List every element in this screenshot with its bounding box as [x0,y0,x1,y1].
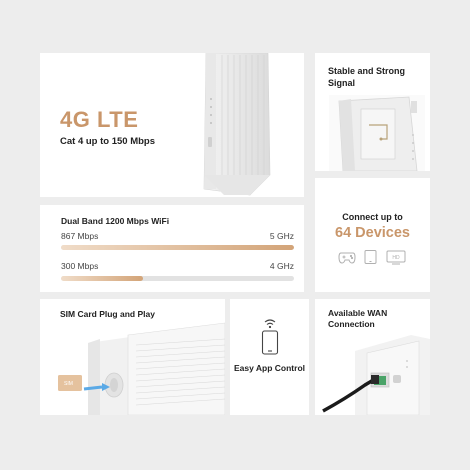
tablet-icon [365,251,376,264]
band-bar [61,276,294,281]
band-bar-fill [61,245,294,250]
tv-label: HD [392,255,400,261]
band-bar-fill [61,276,143,281]
sim-title: SIM Card Plug and Play [60,309,155,319]
devices-card [315,178,430,292]
wan-card [315,299,430,415]
band-speed: 300 Mbps [61,261,99,271]
devices-count: 64 Devices [335,225,410,241]
signal-title: Stable and Strong Signal [328,66,406,88]
device-icons [338,249,408,265]
wan-title: Available WAN Connection [328,308,388,329]
lte-title: 4G LTE [60,107,139,132]
app-title: Easy App Control [234,363,305,373]
band-frequency: 4 GHz [269,261,294,271]
devices-title: Connect up to [342,212,403,222]
band-bar [61,245,294,250]
band-speed: 867 Mbps [61,231,99,241]
router-image [178,53,288,197]
lte-subtitle: Cat 4 up to 150 Mbps [60,136,156,147]
gamepad-icon [339,253,355,263]
sim-card-label: SIM [64,381,73,387]
phone-wifi-icon [259,317,281,355]
antenna-interior-image [329,95,425,171]
signal-card [315,53,430,171]
wifi-title: Dual Band 1200 Mbps WiFi [61,216,170,226]
lte-card [40,53,304,197]
app-card [230,299,309,415]
wifi-card [40,205,304,292]
sim-card [40,299,225,415]
band-frequency: 5 GHz [269,231,294,241]
